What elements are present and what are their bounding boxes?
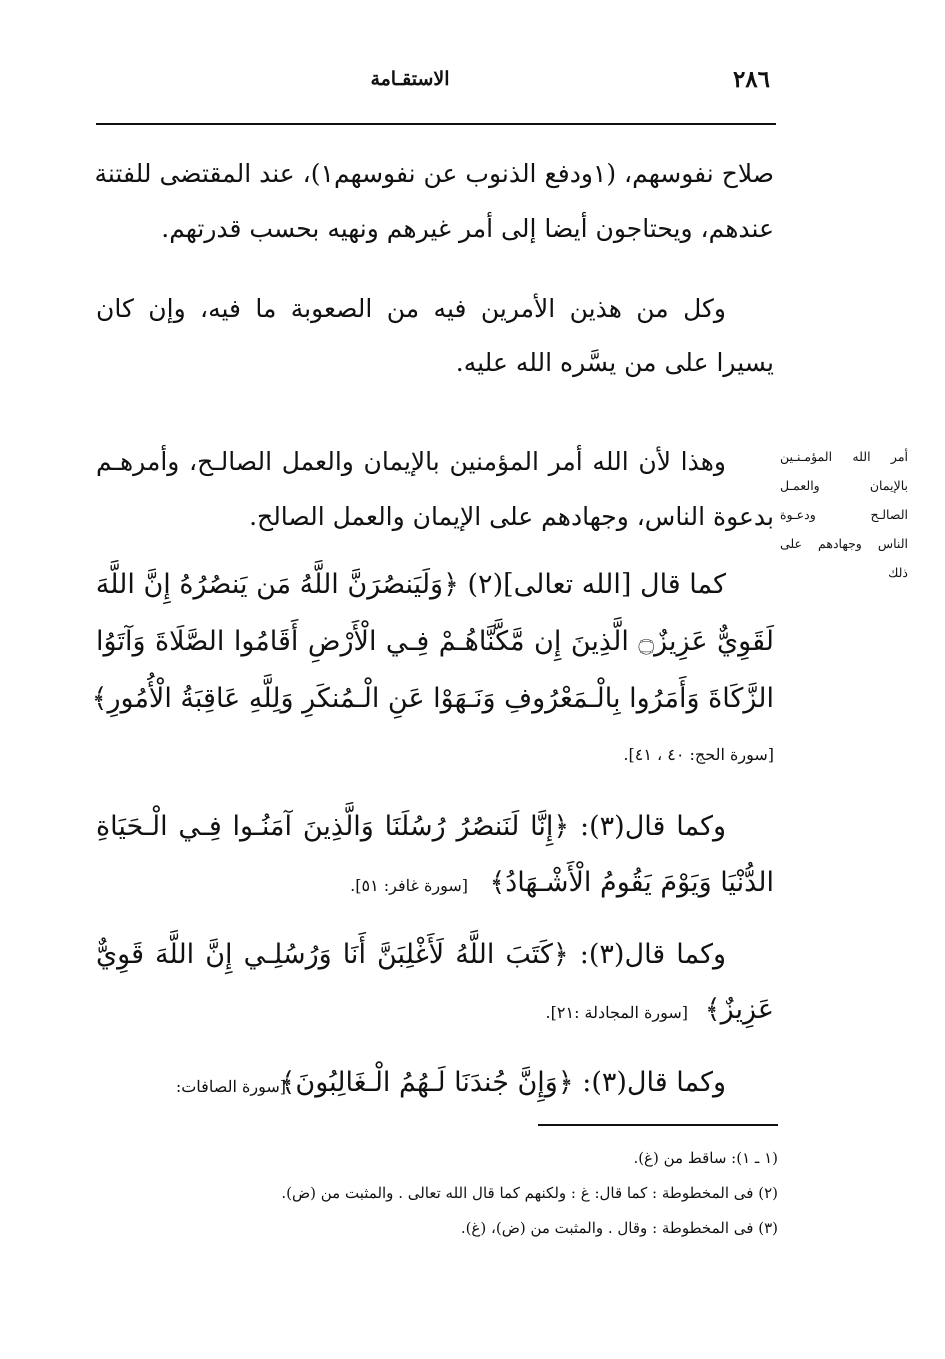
footnote-3: (٣) فى المخطوطة : وقال . والمثبت من (ض)، (غ). (460, 1219, 778, 1237)
para4-line1: كما قال [الله تعالى](٢) ﴿وَلَيَنصُرَنَّ اللَّهُ مَن يَنصُرُهُ إِنَّ اللَّهَ (95, 569, 726, 600)
running-title: الاستقـامة (370, 68, 450, 90)
margin-note-line: أمر الله المؤمـنـين (780, 449, 908, 464)
para4-reference: [سورة الحج: ٤٠ ، ٤١]. (623, 745, 774, 764)
footnote-2: (٢) فى المخطوطة : كما قال: غ : ولكنهم كما قال الله تعالى . والمثبت من (ض). (281, 1184, 778, 1202)
para1-line2: عندهم، ويحتاجون أيضا إلى أمر غيرهم ونهيه بحسب قدرتهم. (161, 214, 774, 243)
para4-line3: الزَّكَاةَ وَأَمَرُوا بِالْـمَعْرُوفِ وَنَـهَوْا عَنِ الْـمُنكَرِ وَلِلَّهِ عَاقِبَةُ الْأُمُورِ﴾ (91, 683, 774, 714)
para7-reference: [سورة الصافات: (175, 1077, 286, 1096)
footnote-1: (١ ـ ١): ساقط من (غ). (633, 1149, 778, 1167)
margin-note (780, 442, 908, 587)
para5-line2: الدُّنْيَا وَيَوْمَ يَقُومُ الْأَشْـهَادُ﴾ (489, 867, 774, 898)
footnote-rule (538, 1124, 778, 1126)
para6-line2: عَزِيزٌ﴾ (704, 994, 774, 1025)
margin-note-line: بالإيمان والعمـل (780, 478, 908, 493)
para5-reference: [سورة غافر: ٥١]. (350, 876, 468, 895)
para2-line1: وكل من هذين الأمرين فيه من الصعوبة ما فيه، وإن كان (96, 294, 726, 323)
para3-line2: بدعوة الناس، وجهادهم على الإيمان والعمل الصالح. (249, 502, 774, 531)
header-rule (96, 123, 776, 125)
para6-reference: [سورة المجادلة :٢١]. (545, 1003, 688, 1022)
margin-note-line: ذلك (888, 565, 908, 580)
para2-line2: يسيرا على من يسَّره الله عليه. (455, 348, 774, 377)
page-number: ٢٨٦ (732, 66, 770, 93)
margin-note-line: الصالـح ودعـوة (780, 507, 908, 522)
para1-line1: صلاح نفوسهم، (١ودفع الذنوب عن نفوسهم١)، عند المقتضى للفتنة (94, 159, 774, 188)
para7-line1: وكما قال(٣): ﴿وَإِنَّ جُندَنَا لَـهُمُ الْـغَالِبُونَ﴾ (279, 1067, 726, 1098)
margin-note-line: الناس وجهادهم على (780, 536, 908, 551)
para4-line2: لَقَوِيٌّ عَزِيزٌ۝ الَّذِينَ إِن مَّكَّنَّاهُـمْ فِـي الْأَرْضِ أَقَامُوا الصَّلَاةَ وَآتَوُا (96, 626, 774, 657)
para3-line1: وهذا لأن الله أمر المؤمنين بالإيمان والعمل الصالـح، وأمرهـم (96, 447, 726, 476)
para5-line1: وكما قال(٣): ﴿إِنَّا لَنَنصُرُ رُسُلَنَا وَالَّذِينَ آمَنُـوا فِـي الْـحَيَاةِ (96, 811, 726, 842)
para6-line1: وكما قال(٣): ﴿كَتَبَ اللَّهُ لَأَغْلِبَنَّ أَنَا وَرُسُلِـي إِنَّ اللَّهَ قَوِيٌّ (96, 939, 726, 970)
